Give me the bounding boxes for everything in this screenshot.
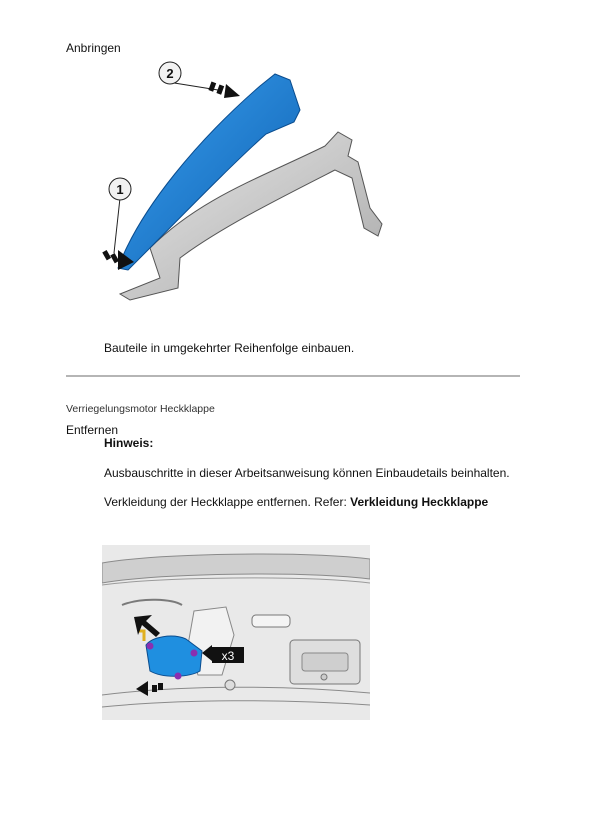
note-label: Hinweis: [104, 436, 154, 450]
callout-2 [159, 62, 218, 90]
step-remove-trim [104, 495, 488, 509]
step-text: Verkleidung der Heckklappe entfernen. Refer: [104, 495, 351, 509]
bolt-icon [147, 643, 154, 650]
reference-link-trim[interactable]: Verkleidung Heckklappe [350, 495, 489, 509]
note-text: Ausbauschritte in dieser Arbeitsanweisung können Einbaudetails beinhalten. [104, 466, 510, 480]
section-title-anbringen: Anbringen [66, 41, 121, 55]
callout-2-label: 2 [166, 66, 174, 81]
multiplier-label: x3 [221, 649, 235, 663]
subheading-remove: Entfernen [66, 423, 119, 437]
callout-1-label: 1 [116, 182, 124, 197]
section-divider [66, 375, 520, 377]
panel-slot [252, 615, 290, 627]
installation-figure [90, 58, 410, 308]
callout-1 [109, 178, 131, 253]
lock-motor-figure [102, 545, 370, 773]
arrow-icon-2 [208, 82, 240, 98]
section-heading-lock-motor: Verriegelungsmotor Heckklappe [66, 403, 215, 415]
instruction-reassemble: Bauteile in umgekehrter Reihenfolge einbauen. [104, 341, 355, 355]
bolt-icon [175, 673, 182, 680]
bolt-icon [191, 650, 198, 657]
